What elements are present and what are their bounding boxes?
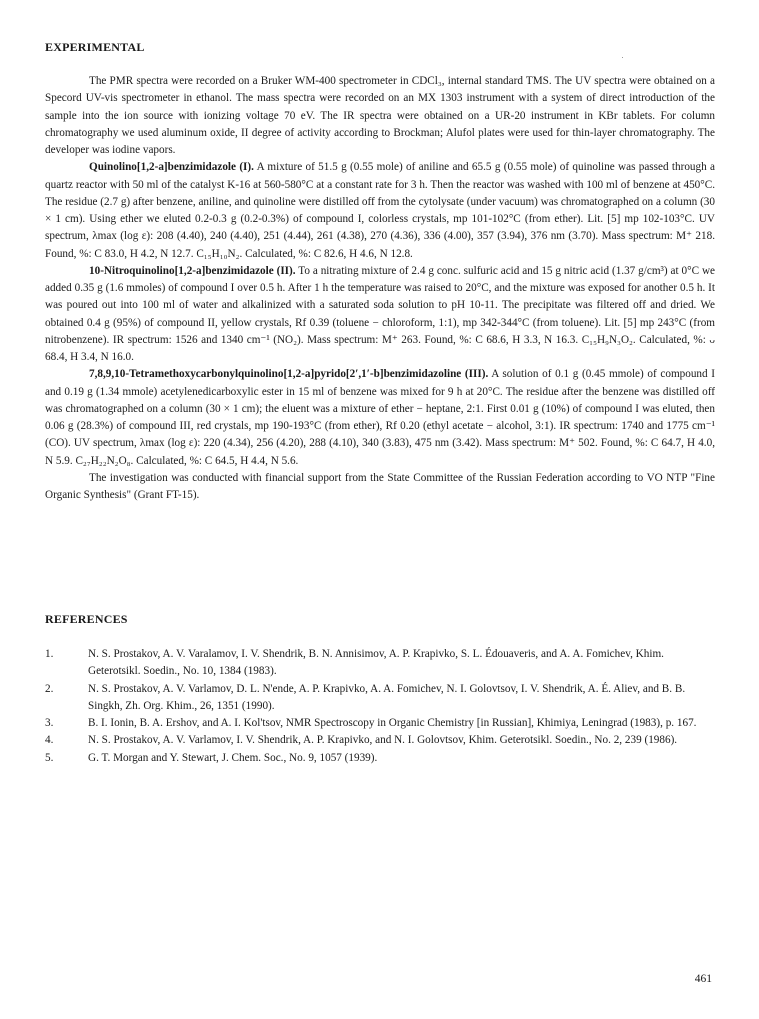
compound-3-title: 7,8,9,10-Tetramethoxycarbonylquinolino[1,2-a]pyrido[2′,1′-b]benzimidazoline (III).	[89, 368, 489, 381]
paragraph-compound-3	[45, 366, 715, 470]
reference-number: 4.	[45, 734, 54, 747]
reference-item	[45, 646, 715, 681]
reference-text: N. S. Prostakov, A. V. Varlamov, I. V. Shendrik, A. P. Krapivko, and N. I. Golovtsov, Khim. Geterotsikl. Soedin., No. 2, 239 (1986).	[88, 734, 678, 747]
reference-text: N. S. Prostakov, A. V. Varalamov, I. V. Shendrik, B. N. Annisimov, A. P. Krapivko, S. L. Édouaveris, and A. A. Fomichev, Khim. Geterotsikl. Soedin., No. 10, 1384 (1983).	[88, 648, 664, 678]
experimental-body	[45, 73, 715, 504]
reference-text: G. T. Morgan and Y. Stewart, J. Chem. Soc., No. 9, 1057 (1939).	[88, 751, 378, 764]
section-heading-references: REFERENCES	[45, 612, 128, 626]
paragraph-methods: The PMR spectra were recorded on a Bruker WM-400 spectrometer in CDCl₃, internal standard TMS. The UV spectra were obtained on a Specord UV-vis spectrometer in ethanol. The mass spectra were recorded on an MX 1303 instrument with a system of direct introduction of the sample into the ion source with ionizing voltage 70 eV. The IR spectra were obtained on a UR-20 instrument in KBr tablets. For column chromatography we used aluminum oxide, II degree of activity according to Brockman; Alufol plates were used for thin-layer chromatography. The developer was iodine vapors.	[45, 75, 715, 156]
reference-item	[45, 681, 715, 716]
reference-item	[45, 715, 715, 732]
compound-3-text: A solution of 0.1 g (0.45 mmole) of compound I and 0.19 g (1.34 mmole) acetylenedicarboxylic ester in 15 ml of benzene was mixed for 9 h at 20°C. The residue after the benzene was distilled off was chromatographed on a column (30 × 1 cm); the eluent was a mixture of ether − heptane, 2:1. First 0.01 g (10%) of compound I was eluted, then 0.06 g (28.3%) of compound III, red crystals, mp 190-193°C (from ether), Rf 0.20 (ethyl acetate − alcohol, 3:1). IR spectrum: 1740 and 1775 cm⁻¹ (CO). UV spectrum, λmax (log ε): 220 (4.34), 256 (4.20), 288 (4.10), 340 (3.83), 475 nm (3.42). Mass spectrum: M⁺ 502. Found, %: C 64.7, H 4.0, N 5.9. C₂₇H₂₂N₂O₈. Calculated, %: C 64.5, H 4.4, N 5.6.	[45, 368, 715, 467]
reference-item	[45, 750, 715, 767]
compound-1-title: Quinolino[1,2-a]benzimidazole (I).	[89, 161, 254, 174]
scan-speck	[622, 57, 623, 58]
section-heading-experimental: EXPERIMENTAL	[45, 40, 145, 54]
reference-number: 1.	[45, 648, 54, 660]
reference-list	[45, 646, 715, 767]
paragraph-compound-2	[45, 263, 715, 367]
paragraph-acknowledgment: The investigation was conducted with financial support from the State Committee of the Russian Federation according to VO NTP "Fine Organic Synthesis" (Grant FT-15).	[45, 471, 715, 501]
reference-text: B. I. Ionin, B. A. Ershov, and A. I. Kol'tsov, NMR Spectroscopy in Organic Chemistry [in Russian], Khimiya, Leningrad (1983), p. 167.	[88, 717, 697, 729]
compound-2-title: 10-Nitroquinolino[1,2-a]benzimidazole (II).	[89, 264, 296, 277]
compound-1-text: A mixture of 51.5 g (0.55 mole) of aniline and 65.5 g (0.55 mole) of quinoline was passed through a quartz reactor with 50 ml of the catalyst K-16 at 560-580°C at a constant rate for 3 h. Then the reactor was washed with 100 ml of benzene at 450°C. The residue (2.7 g) after benzene, aniline, and quinoline were distilled off from the cytolysate (under vacuum) was chromatographed on a column (30 × 1 cm). Using ether we eluted 0.2-0.3 g (0.2-0.3%) of compound I, colorless crystals, mp 101-102°C (from ether). Lit. [5] mp 102-103°C. UV spectrum, λmax (log ε): 208 (4.40), 240 (4.40), 251 (4.44), 261 (4.38), 270 (4.36), 336 (4.00), 357 (3.94), 376 nm (3.70). Mass spectrum: M⁺ 218. Found, %: C 83.0, H 4.2, N 12.7. C₁₅H₁₀N₂. Calculated, %: C 82.6, H 4.6, N 12.8.	[45, 161, 715, 260]
reference-item	[45, 732, 715, 749]
paragraph-compound-1	[45, 159, 715, 263]
compound-2-text: To a nitrating mixture of 2.4 g conc. sulfuric acid and 15 g nitric acid (1.37 g/cm³) at 0°C we added 0.35 g (1.6 mmoles) of compound I over 0.5 h. After 1 h the temperature was raised to 20°C, and the mixture was exposed for another 0.5 h. It was poured out into 100 ml of water and alkalinized with a saturated soda solution to pH 10-11. The precipitate was filtered off and dried. We obtained 0.4 g (95%) of compound II, yellow crystals, Rf 0.39 (toluene − chloroform, 1:1), mp 342-344°C (from toluene). Lit. [5] mp 243°C (from nitrobenzene). IR spectrum: 1526 and 1340 cm⁻¹ (NO₂). Mass spectrum: M⁺ 263. Found, %: C 68.6, H 3.3, N 16.3. C₁₅H₉N₃O₂. Calculated, %: ᴗ 68.4, H 3.4, N 16.0.	[45, 264, 715, 363]
reference-number: 2.	[45, 682, 54, 695]
reference-text: N. S. Prostakov, A. V. Varlamov, D. L. N'ende, A. P. Krapivko, A. A. Fomichev, N. I. Golovtsov, I. V. Shendrik, A. É. Aliev, and B. B. Singkh, Zh. Org. Khim., 26, 1351 (1990).	[88, 682, 686, 712]
reference-number: 3.	[45, 717, 54, 729]
page-number: 461	[694, 973, 712, 985]
reference-number: 5.	[45, 751, 54, 764]
